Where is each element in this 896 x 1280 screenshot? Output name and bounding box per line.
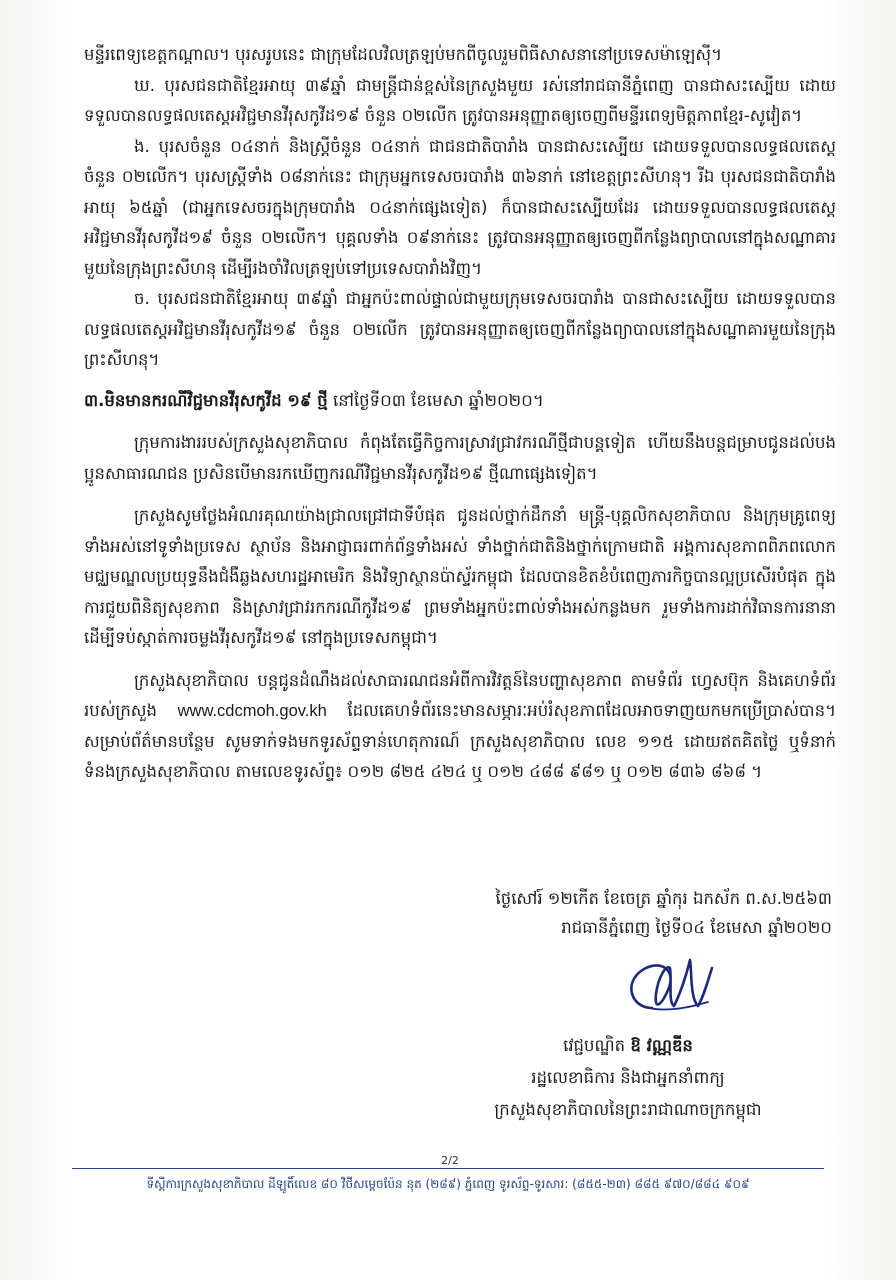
document-body [84,40,836,788]
solar-date: រាជធានីភ្នំពេញ ថ្ងៃទី០៤ ខែមេសា ឆ្នាំ២០២០ [561,918,832,937]
paragraph-case-ngo: ង. បុរសចំនួន ០៤នាក់ និងស្ត្រីចំនួន ០៤នាក់ ជាជនជាតិបារាំង បានជាសះស្បើយ ដោយទទួលបានលទ្ធផលតេស្តចំនួន ០២លើក។ បុរសស្ត្រីទាំង ០៨នាក់នេះ ជាក្រុមអ្នកទេសចរបារាំង ៣៦នាក់ នៅខេត្តព្រះសីហនុ។ រីឯ បុរសជនជាតិបារាំងអាយុ ៦៥ឆ្នាំ (ជាអ្នកទេសចរក្នុងក្រុមបារាំង ០៤នាក់ផ្សេងទៀត) ក៏បានជាសះស្បើយដែរ ដោយទទួលបានលទ្ធផលតេស្តអវិជ្ជមានវីរុសកូវីដ១៩ ចំនួន ០២លើក។ បុគ្គលទាំង ០៩នាក់នេះ ត្រូវបានអនុញ្ញាតឲ្យចេញពីកន្លែងព្យាបាលនៅក្នុងសណ្ឋាគារមួយនៃក្រុងព្រះសីហនុ ដើម្បីរងចាំវិលត្រឡប់ទៅប្រទេសបារាំងវិញ។ [84,136,836,278]
section-heading-date: នៅថ្ងៃទី០៣ ខែមេសា ឆ្នាំ២០២០។ [327,390,544,410]
contact-text-before: ក្រសួងសុខាភិបាល បន្តជូនដំណឹងដល់សាធារណជនអំពីការវិវត្តន៍នៃបញ្ហាសុខភាព តាមទំព័រ ហ្វេសប៊ុក និងគេហទំព័ររបស់ក្រសួង [84,670,836,720]
page-number: 2/2 [441,1154,459,1167]
signatory-ministry: ក្រសួងសុខាភិបាលនៃព្រះរាជាណាចក្រកម្ពុជា [494,1100,762,1119]
paragraph-case-cha: ច. បុរសជនជាតិខ្មែរអាយុ ៣៩ឆ្នាំ ជាអ្នកប៉ះពាល់ផ្ទាល់ជាមួយក្រុមទេសចរបារាំង បានជាសះស្បើយ ដោយទទួលបានលទ្ធផលតេស្តអវិជ្ជមានវីរុសកូវីដ១៩ ចំនួន ០២លើក ត្រូវបានអនុញ្ញាតឲ្យចេញពីកន្លែងព្យាបាលនៅក្នុងសណ្ឋាគារមួយនៃក្រុងព្រះសីហនុ។ [84,289,836,369]
signatory-name: ឱ វណ្ណឌីន [630,1036,693,1055]
lunar-date: ថ្ងៃសៅរ៍ ១២កើត ខែចេត្រ ឆ្នាំកុរ ឯកស័ក ព.ស.២៥៦៣ [495,889,832,908]
signatory-title: វេជ្ជបណ្ឌិត [563,1036,631,1055]
footer-address: ទីស្តីការក្រសួងសុខាភិបាល ដីឡូតិ៍លេខ ៨០ វិថីសម្តេចប៉ែន នុត (២៨៩) ភ្នំពេញ ទូរស័ព្ទ-ទូរសារ: (៨៥៥-២៣) ៨៨៥ ៩៧០/៨៨៤ ៩០៩ [146,1177,750,1191]
website-link[interactable]: www.cdcmoh.gov.kh [177,702,327,720]
signature-block [440,1030,816,1126]
paragraph-contact [84,666,836,788]
signatory-name-line [440,1030,816,1062]
handwritten-signature [612,950,722,1030]
section-heading-bold: ៣.មិនមានករណីវិជ្ជមានវីរុសកូវីដ ១៩ ថ្មី [84,390,328,410]
contact-text-after: ដែលគេហទំព័រនេះមានសម្ភារៈអប់រំសុខភាពដែលអាចទាញយកមកប្រើប្រាស់បាន។ សម្រាប់ព័ត៌មានបន្ថែម សូមទាក់ទងមកទូរស័ព្ទទាន់ហេតុការណ៍ ក្រសួងសុខាភិបាល លេខ ១១៥ ដោយឥតគិតថ្លៃ ឬទំនាក់ទំនងក្រសួងសុខាភិបាល តាមលេខទូរស័ព្ទ៖ ០១២ ៨២៥ ៤២៤ ឬ ០១២ ៤៨៨ ៩៨១ ឬ ០១២ ៨៣៦ ៨៦៨ ។ [84,701,836,781]
paragraph-continuation: មន្ទីរពេទ្យខេត្តកណ្តាល។ បុរសរូបនេះ ជាក្រុមដែលវិលត្រឡប់មកពីចូលរួមពិធីសាសនានៅប្រទេសម៉ាឡេស៊ី។ [84,45,723,64]
date-block [420,884,832,942]
paragraph-case-kho: ឃ. បុរសជនជាតិខ្មែរអាយុ ៣៩ឆ្នាំ ជាមន្ត្រីជាន់ខ្ពស់នៃក្រសួងមួយ រស់នៅរាជធានីភ្នំពេញ បានជាសះស្បើយ ដោយទទួលបានលទ្ធផលតេស្តអវិជ្ជមានវីរុសកូវីដ១៩ ចំនួន ០២លើក ត្រូវបានអនុញ្ញាតឲ្យចេញពីមន្ទីរពេទ្យមិត្តភាពខ្មែរ-សូវៀត។ [84,75,836,125]
paragraph-thanks: ក្រសួងសូមថ្លែងអំណរគុណយ៉ាងជ្រាលជ្រៅជាទីបំផុត ជូនដល់ថ្នាក់ដឹកនាំ មន្ត្រី-បុគ្គលិកសុខាភិបាល និងក្រុមគ្រូពេទ្យទាំងអស់នៅទូទាំងប្រទេស ស្ថាប័ន និងអាជ្ញាធរពាក់ព័ន្ធទាំងអស់ ទាំងថ្នាក់ជាតិនិងថ្នាក់ក្រោមជាតិ អង្គការសុខភាពពិភពលោក មជ្ឈមណ្ឌលប្រយុទ្ធនឹងជំងឺឆ្លងសហរដ្ឋអាមេរិក និងវិទ្យាស្ថានប៉ាស្ទ័រកម្ពុជា ដែលបានខិតខំបំពេញភារកិច្ចបានល្អប្រសើរបំផុត ក្នុងការជួយពិនិត្យសុខភាព និងស្រាវជ្រាវរកករណីកូវីដ១៩ ព្រមទាំងអ្នកប៉ះពាល់ទាំងអស់កន្លងមក រួមទាំងការដាក់វិធានការនានា ដើម្បីទប់ស្កាត់ការចម្លងវីរុសកូវីដ១៩ នៅក្នុងប្រទេសកម្ពុជា។ [84,506,836,647]
paragraph-investigation: ក្រុមការងាររបស់ក្រសួងសុខាភិបាល កំពុងតែធ្វើកិច្ចការស្រាវជ្រាវករណីថ្មីជាបន្តទៀត ហើយនឹងបន្តជម្រាបជូនដល់បងប្អូនសាធារណជន ប្រសិនបើមានរកឃើញករណីវិជ្ជមានវីរុសកូវីដ១៩ ថ្មីណាផ្សេងទៀត។ [84,433,836,483]
signatory-position: រដ្ឋលេខាធិការ និងជាអ្នកនាំពាក្យ [531,1068,725,1087]
footer-divider [72,1168,824,1169]
section-heading-no-new-cases [84,386,836,417]
